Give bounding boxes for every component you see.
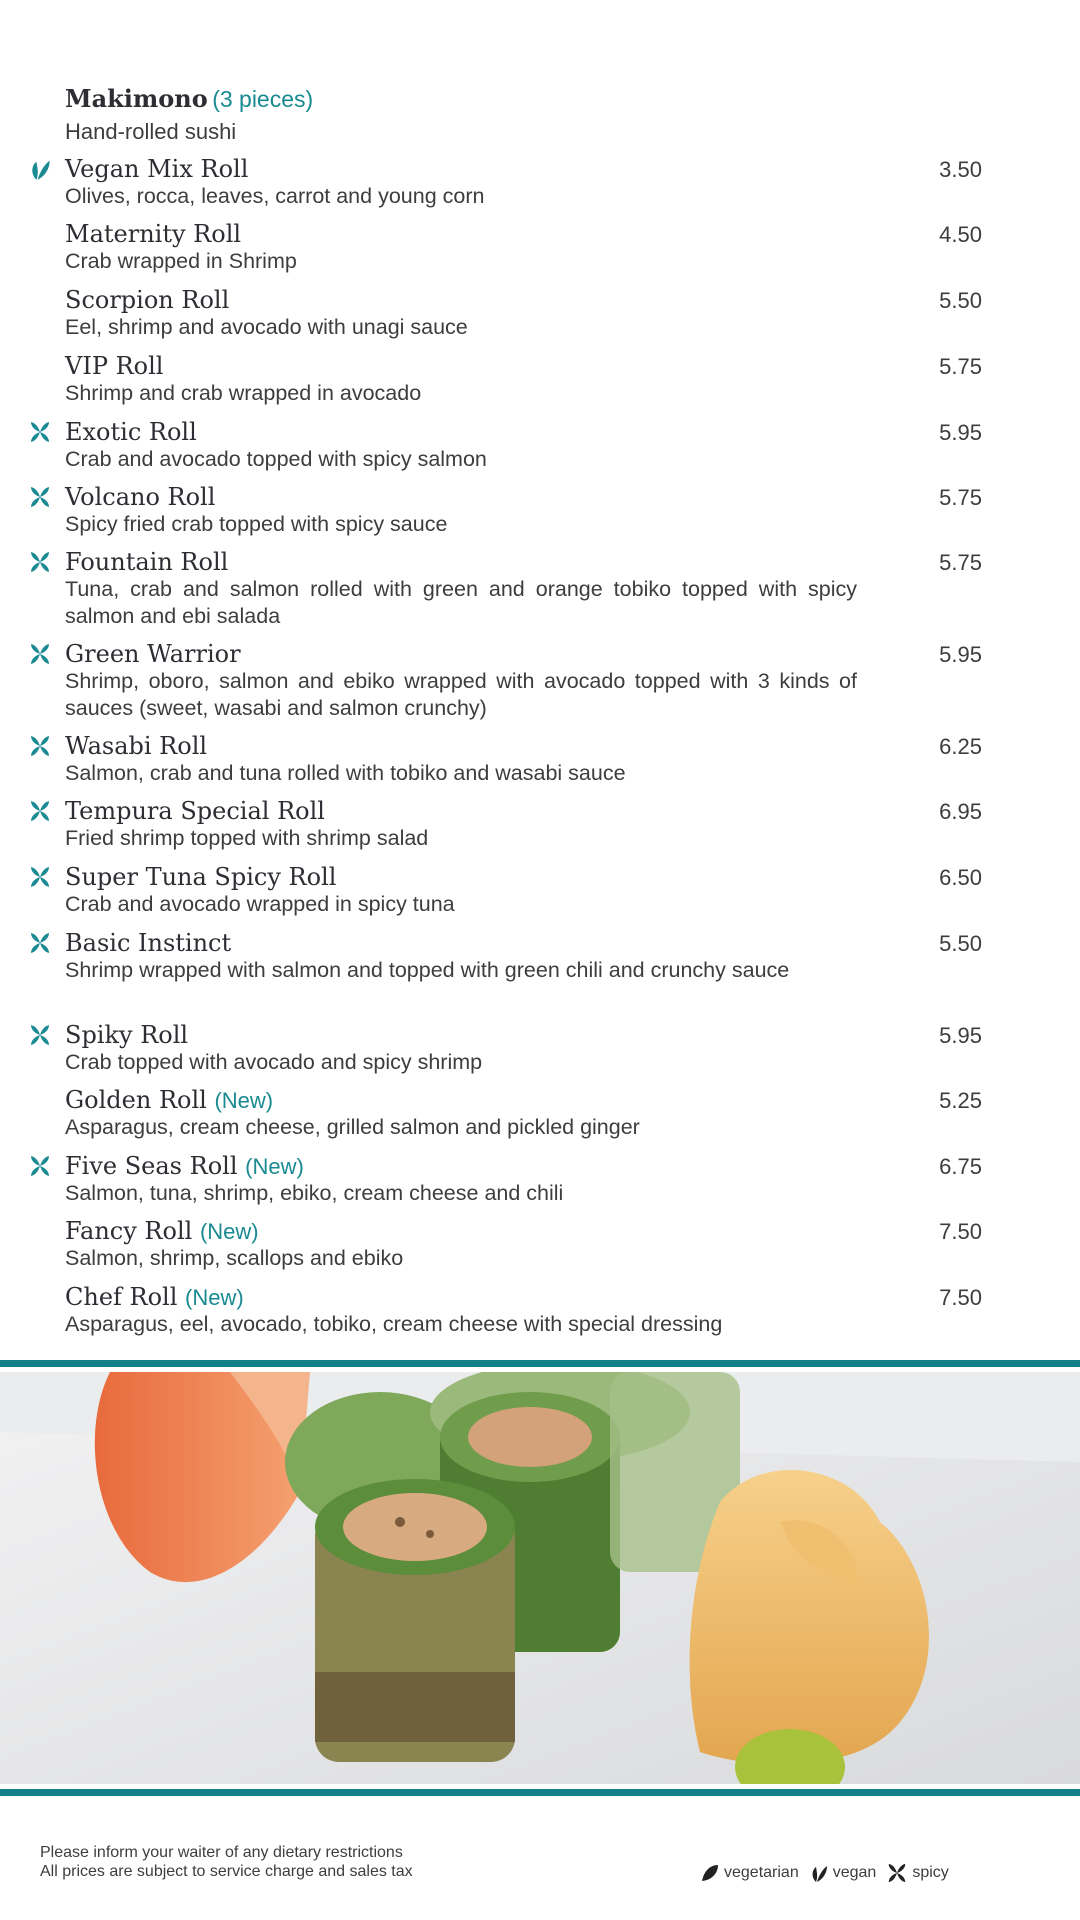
new-tag: (New) bbox=[185, 1285, 244, 1310]
spicy-icon bbox=[28, 931, 52, 955]
spicy-icon bbox=[28, 485, 52, 509]
section-subtitle: Hand-rolled sushi bbox=[65, 119, 237, 144]
legend-spicy: spicy bbox=[886, 1862, 948, 1884]
item-price: 5.95 bbox=[939, 642, 982, 667]
item-name: Maternity Roll bbox=[65, 220, 242, 248]
item-description: Crab topped with avocado and spicy shrimp bbox=[65, 1050, 483, 1074]
item-description: Asparagus, cream cheese, grilled salmon and pickled ginger bbox=[65, 1115, 640, 1139]
item-description: Salmon, crab and tuna rolled with tobiko and wasabi sauce bbox=[65, 761, 626, 785]
spicy-icon bbox=[28, 420, 52, 444]
item-description: Spicy fried crab topped with spicy sauce bbox=[65, 512, 448, 536]
vegan-leaf-icon bbox=[809, 1863, 829, 1883]
spicy-icon bbox=[28, 1023, 52, 1047]
item-price: 5.75 bbox=[939, 485, 982, 510]
item-name: Green Warrior bbox=[65, 640, 241, 668]
food-photo bbox=[0, 1372, 1080, 1784]
item-description: Crab wrapped in Shrimp bbox=[65, 249, 297, 273]
item-name: Golden Roll (New) bbox=[65, 1086, 274, 1114]
item-name: Tempura Special Roll bbox=[65, 797, 325, 825]
item-description: Salmon, shrimp, scallops and ebiko bbox=[65, 1246, 404, 1270]
item-price: 6.50 bbox=[939, 865, 982, 890]
item-description: Salmon, tuna, shrimp, ebiko, cream cheese and chili bbox=[65, 1181, 564, 1205]
new-tag: (New) bbox=[199, 1219, 259, 1244]
item-price: 3.50 bbox=[939, 157, 982, 182]
item-description: Asparagus, eel, avocado, tobiko, cream cheese with special dressing bbox=[65, 1312, 723, 1336]
item-price: 5.75 bbox=[939, 550, 982, 575]
divider-top bbox=[0, 1360, 1080, 1367]
item-name: VIP Roll bbox=[65, 352, 164, 380]
item-description: Shrimp wrapped with salmon and topped with green chili and crunchy sauce bbox=[65, 958, 790, 982]
legend-vegan: vegan bbox=[809, 1863, 877, 1883]
item-name: Super Tuna Spicy Roll bbox=[65, 863, 337, 891]
item-price: 5.50 bbox=[939, 288, 982, 313]
section-title: Makimono bbox=[65, 84, 208, 113]
item-name: Chef Roll (New) bbox=[65, 1283, 244, 1311]
new-tag: (New) bbox=[245, 1154, 304, 1179]
spicy-icon bbox=[28, 550, 52, 574]
section-pieces: (3 pieces) bbox=[212, 86, 314, 112]
spicy-icon bbox=[28, 734, 52, 758]
item-description: Shrimp and crab wrapped in avocado bbox=[65, 381, 422, 405]
leaf-icon bbox=[700, 1863, 720, 1883]
spicy-icon bbox=[28, 1154, 52, 1178]
item-name: Wasabi Roll bbox=[65, 732, 208, 760]
item-description: Eel, shrimp and avocado with unagi sauce bbox=[65, 315, 468, 339]
item-price: 6.95 bbox=[939, 799, 982, 824]
item-name: Vegan Mix Roll bbox=[65, 155, 249, 183]
spicy-icon bbox=[28, 865, 52, 889]
item-price: 7.50 bbox=[939, 1219, 982, 1244]
price-note: All prices are subject to service charge and sales tax bbox=[40, 1863, 413, 1880]
item-price: 4.50 bbox=[939, 222, 982, 247]
item-name: Scorpion Roll bbox=[65, 286, 230, 314]
item-name: Fancy Roll (New) bbox=[65, 1217, 259, 1245]
spicy-icon bbox=[28, 642, 52, 666]
item-price: 6.25 bbox=[939, 734, 982, 759]
dietary-note: Please inform your waiter of any dietary restrictions bbox=[40, 1844, 403, 1861]
item-price: 6.75 bbox=[939, 1154, 982, 1179]
divider-bottom bbox=[0, 1789, 1080, 1796]
section-header bbox=[65, 84, 313, 145]
item-name: Spiky Roll bbox=[65, 1021, 189, 1049]
item-name: Five Seas Roll (New) bbox=[65, 1152, 304, 1180]
spicy-icon bbox=[28, 799, 52, 823]
footer-notes bbox=[40, 1843, 413, 1881]
item-price: 5.75 bbox=[939, 354, 982, 379]
vegan-leaf-icon bbox=[28, 157, 52, 181]
item-description: Crab and avocado wrapped in spicy tuna bbox=[65, 892, 455, 916]
item-name: Volcano Roll bbox=[65, 483, 216, 511]
sushi-rolls-illustration bbox=[0, 1372, 1080, 1784]
item-price: 5.95 bbox=[939, 420, 982, 445]
item-name: Exotic Roll bbox=[65, 418, 197, 446]
item-name: Fountain Roll bbox=[65, 548, 229, 576]
new-tag: (New) bbox=[214, 1088, 274, 1113]
item-price: 7.50 bbox=[939, 1285, 982, 1310]
item-price: 5.50 bbox=[939, 931, 982, 956]
item-description: Olives, rocca, leaves, carrot and young corn bbox=[65, 184, 485, 208]
legend bbox=[700, 1862, 959, 1884]
spicy-icon bbox=[886, 1862, 908, 1884]
legend-vegetarian: vegetarian bbox=[700, 1863, 799, 1883]
item-name: Basic Instinct bbox=[65, 929, 232, 957]
item-description: Tuna, crab and salmon rolled with green and orange tobiko topped with spicy salmon and ebi salada bbox=[65, 577, 857, 628]
item-description: Shrimp, oboro, salmon and ebiko wrapped with avocado topped with 3 kinds of sauces (sweet, wasabi and salmon crunchy) bbox=[65, 669, 857, 720]
item-price: 5.25 bbox=[939, 1088, 982, 1113]
item-price: 5.95 bbox=[939, 1023, 982, 1048]
item-description: Crab and avocado topped with spicy salmon bbox=[65, 447, 487, 471]
item-description: Fried shrimp topped with shrimp salad bbox=[65, 826, 429, 850]
